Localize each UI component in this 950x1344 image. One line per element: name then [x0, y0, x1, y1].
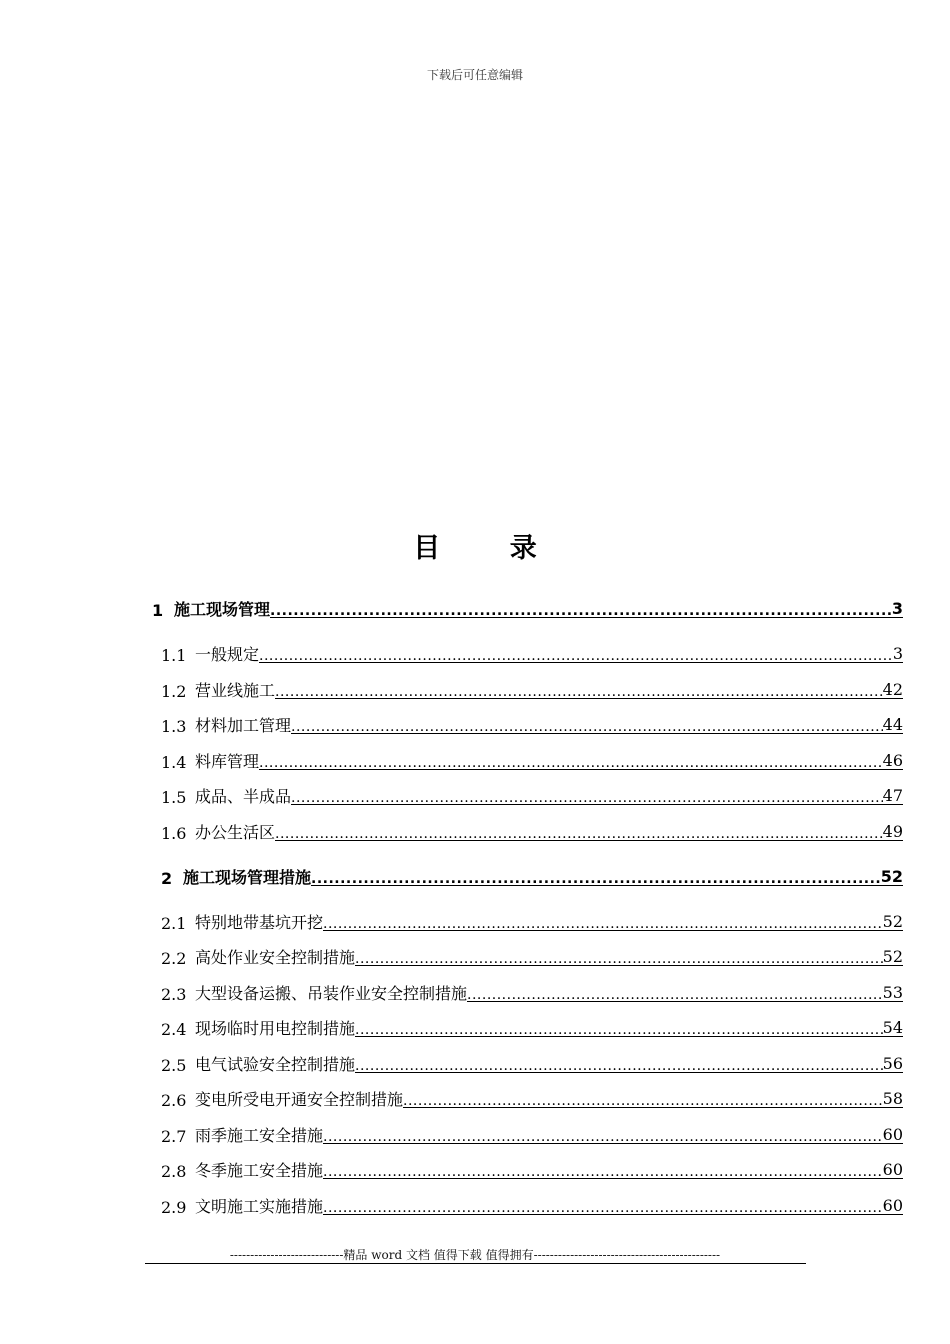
toc-item-number: 2.8 [161, 1162, 187, 1181]
toc-item-title: 冬季施工安全措施 [195, 1161, 324, 1180]
toc-item-title: 成品、半成品 [195, 787, 292, 806]
toc-item-number: 1.2 [161, 681, 187, 701]
toc-item-number: 2.6 [161, 1091, 187, 1110]
toc-section-number: 1 [152, 601, 164, 620]
toc-item-2-3[interactable] [152, 980, 903, 1004]
toc-item-title: 材料加工管理 [195, 716, 292, 735]
table-of-contents [152, 596, 903, 1217]
toc-item-2-1[interactable] [152, 909, 903, 933]
toc-leader [275, 684, 883, 699]
toc-item-number: 2.3 [161, 984, 187, 1004]
toc-section-number: 2 [161, 868, 173, 888]
toc-page-number: 49 [882, 821, 903, 841]
toc-item-title: 一般规定 [195, 645, 260, 664]
toc-page-number: 60 [882, 1160, 903, 1179]
toc-page-number: 44 [882, 715, 903, 734]
toc-page-number: 46 [882, 750, 903, 770]
toc-item-1-1[interactable] [152, 641, 903, 665]
toc-item-number: 2.1 [161, 913, 187, 933]
toc-item-2-6[interactable] [152, 1086, 903, 1110]
toc-leader [323, 1164, 883, 1179]
toc-page-number: 54 [882, 1018, 903, 1037]
toc-item-2-5[interactable] [152, 1051, 903, 1075]
toc-page-number: 52 [880, 866, 903, 886]
toc-page-number: 52 [882, 947, 903, 966]
toc-item-number: 1.1 [161, 646, 187, 665]
toc-section-1[interactable] [152, 596, 903, 620]
toc-section-title: 施工现场管理措施 [183, 867, 312, 887]
toc-item-1-4[interactable] [152, 748, 903, 772]
toc-leader [291, 790, 883, 805]
toc-item-title: 文明施工实施措施 [195, 1196, 324, 1216]
toc-leader [291, 719, 883, 734]
toc-item-2-4[interactable] [152, 1015, 903, 1039]
toc-leader [259, 755, 883, 770]
toc-leader [323, 1200, 883, 1215]
toc-page-number: 3 [892, 644, 903, 663]
toc-item-1-5[interactable] [152, 783, 903, 807]
toc-leader [275, 826, 883, 841]
toc-item-2-8[interactable] [152, 1157, 903, 1181]
toc-leader [259, 648, 893, 663]
toc-leader [270, 603, 892, 618]
toc-leader [311, 871, 881, 886]
toc-leader [467, 987, 883, 1002]
toc-item-2-9[interactable] [152, 1193, 903, 1217]
toc-leader [355, 1058, 883, 1073]
toc-page-number: 60 [882, 1124, 903, 1144]
toc-page-number: 53 [882, 982, 903, 1002]
toc-item-title: 变电所受电开通安全控制措施 [195, 1090, 404, 1109]
toc-leader [355, 951, 883, 966]
footer-rule [145, 1263, 806, 1264]
toc-item-number: 1.6 [161, 823, 187, 843]
toc-item-1-2[interactable] [152, 677, 903, 701]
page-footer: ----------------------------精品 word 文档 值得下载 值得拥有---------------------------------------------- [229, 1248, 721, 1262]
toc-item-number: 2.2 [161, 949, 187, 968]
toc-item-title: 雨季施工安全措施 [195, 1125, 324, 1145]
toc-item-number: 1.3 [161, 717, 187, 736]
toc-page-number: 52 [882, 911, 903, 931]
toc-section-2[interactable] [152, 864, 903, 888]
toc-page-number: 58 [882, 1089, 903, 1108]
toc-item-2-2[interactable] [152, 944, 903, 968]
toc-page-number: 42 [882, 679, 903, 699]
toc-page-number: 3 [891, 599, 903, 618]
toc-item-number: 2.4 [161, 1020, 187, 1039]
toc-item-1-6[interactable] [152, 819, 903, 843]
toc-item-1-3[interactable] [152, 712, 903, 736]
toc-page-number: 60 [882, 1195, 903, 1215]
toc-page-number: 47 [882, 786, 903, 805]
toc-item-number: 2.9 [161, 1197, 187, 1217]
toc-leader [323, 1129, 883, 1144]
toc-item-title: 电气试验安全控制措施 [195, 1054, 356, 1074]
toc-item-number: 2.5 [161, 1055, 187, 1075]
toc-item-title: 高处作业安全控制措施 [195, 948, 356, 967]
toc-item-title: 现场临时用电控制措施 [195, 1019, 356, 1038]
toc-item-2-7[interactable] [152, 1122, 903, 1146]
toc-item-number: 1.4 [161, 752, 187, 772]
toc-leader [403, 1093, 883, 1108]
toc-page-number: 56 [882, 1053, 903, 1073]
toc-section-title: 施工现场管理 [174, 600, 271, 619]
toc-item-title: 营业线施工 [195, 680, 276, 700]
toc-title: 目 录 [413, 533, 567, 564]
page-header: 下载后可任意编辑 [426, 68, 523, 82]
toc-item-title: 特别地带基坑开挖 [195, 912, 324, 932]
toc-item-number: 2.7 [161, 1126, 187, 1146]
toc-leader [323, 916, 883, 931]
toc-leader [355, 1022, 883, 1037]
toc-item-title: 办公生活区 [195, 822, 276, 842]
toc-item-number: 1.5 [161, 788, 187, 807]
toc-item-title: 料库管理 [195, 751, 260, 771]
toc-item-title: 大型设备运搬、吊装作业安全控制措施 [195, 983, 468, 1003]
